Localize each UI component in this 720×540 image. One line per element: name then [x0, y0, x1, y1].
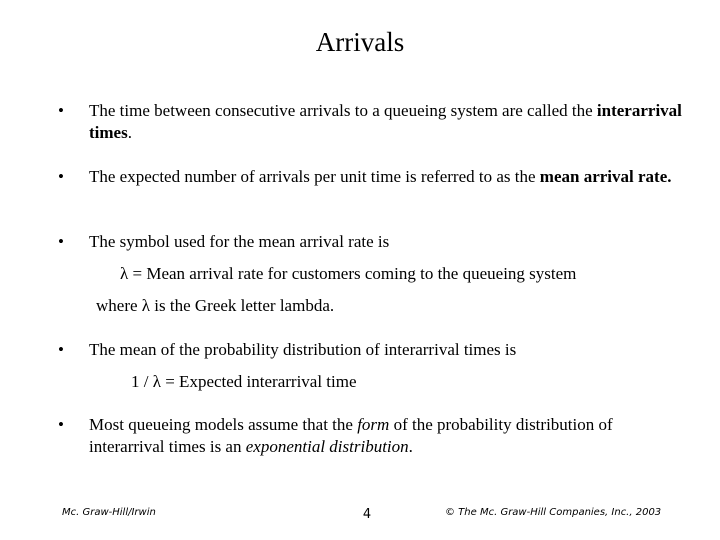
formula-expected-interarrival: 1 / λ = Expected interarrival time: [131, 372, 357, 391]
where-lambda-note: where λ is the Greek letter lambda.: [96, 296, 335, 315]
bullet-term-bold: interarrival times: [89, 101, 682, 142]
footer-copyright: © The Mc. Graw-Hill Companies, Inc., 2003: [445, 507, 662, 518]
bullet-text-part: .: [408, 437, 413, 456]
bullet-text: [89, 100, 689, 144]
bullet-text-part: The time between consecutive arrivals to a queueing system are called the: [89, 101, 597, 120]
formula-lambda-definition: λ = Mean arrival rate for customers coming to the queueing system: [120, 264, 577, 283]
bullet-text: [89, 166, 689, 188]
bullet-term-italic: exponential distribution: [245, 437, 409, 456]
bullet-text-part: .: [127, 123, 132, 142]
bullet-term-bold: mean arrival rate.: [539, 167, 672, 186]
bullet-dot: •: [58, 167, 64, 186]
bullet-text: [89, 414, 689, 458]
bullet-dot: •: [58, 340, 64, 359]
bullet-text-part: of the probability distribution of interarrival times is an: [89, 415, 613, 456]
bullet-term-italic: form: [357, 415, 390, 434]
bullet-text-part: The expected number of arrivals per unit time is referred to as the: [89, 167, 540, 186]
bullet-dot: •: [58, 415, 64, 434]
bullet-text-part: Most queueing models assume that the: [89, 415, 358, 434]
bullet-dot: •: [58, 101, 64, 120]
bullet-text: The mean of the probability distribution of interarrival times is: [89, 340, 517, 359]
bullet-dot: •: [58, 232, 64, 251]
page-number: 4: [362, 507, 372, 522]
footer-publisher-left: Mc. Graw-Hill/Irwin: [62, 507, 156, 518]
slide-title: Arrivals: [315, 27, 405, 57]
bullet-text: The symbol used for the mean arrival rate is: [89, 232, 390, 251]
